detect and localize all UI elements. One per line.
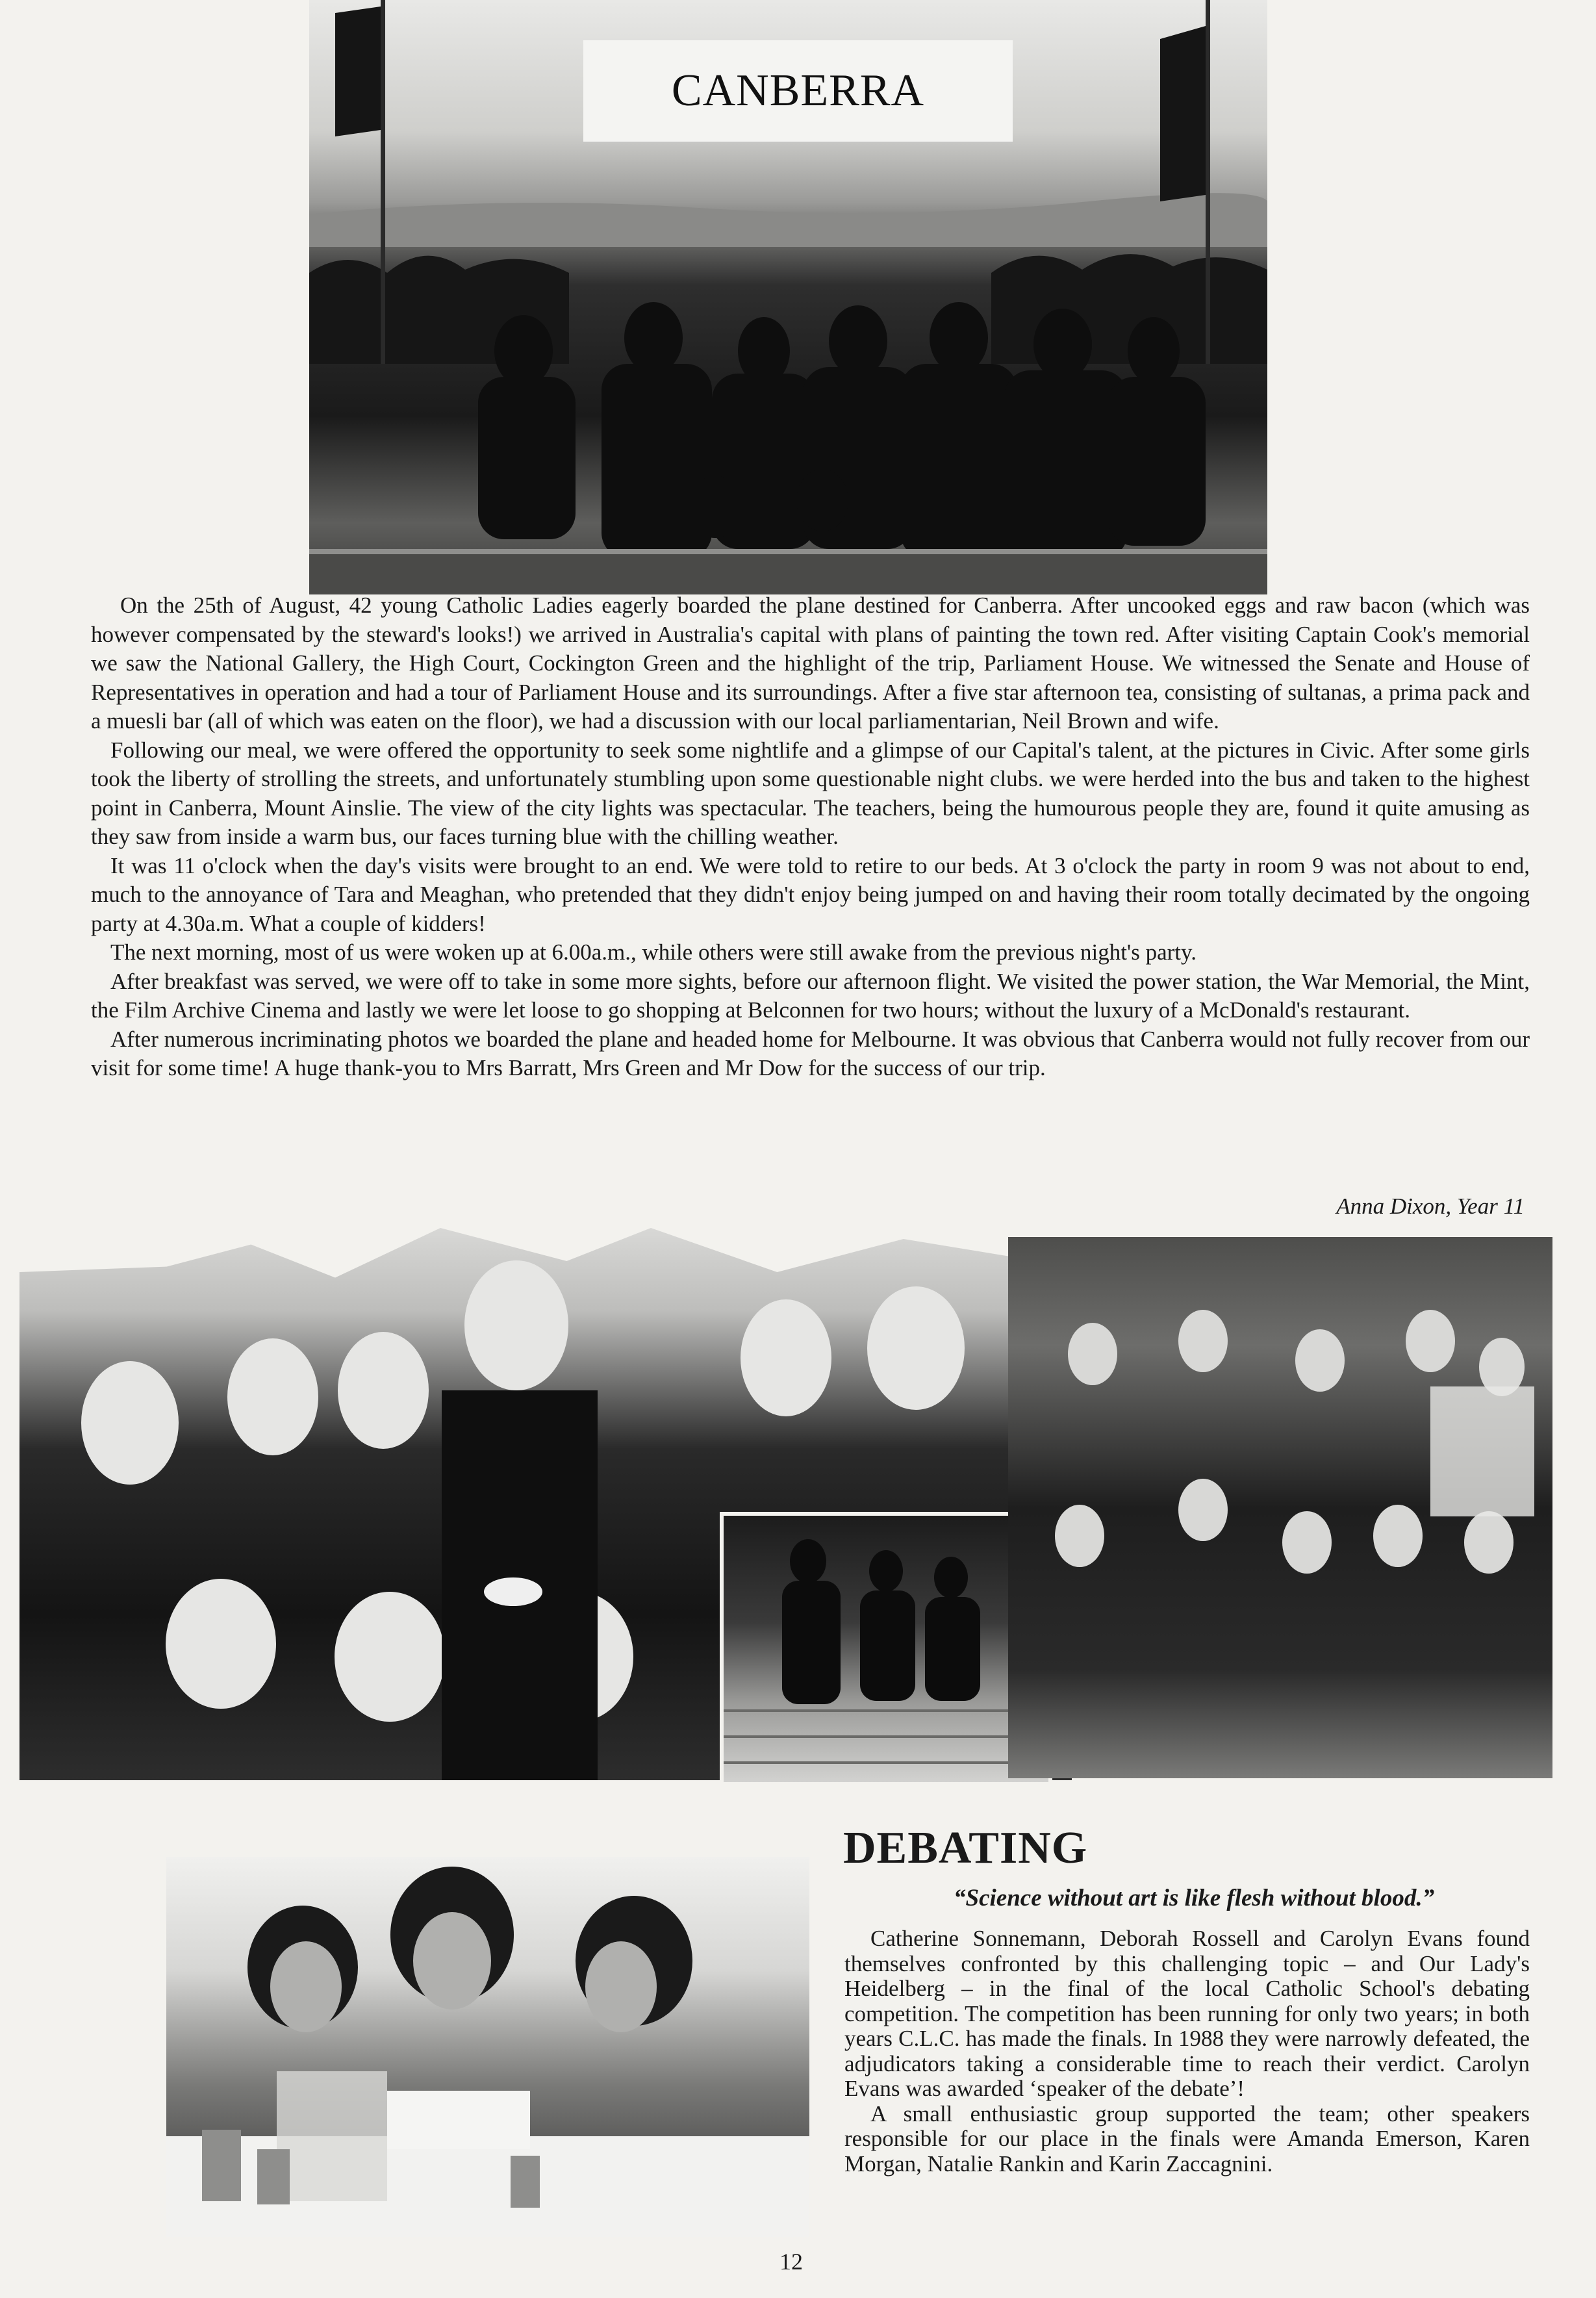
canberra-title-plate <box>583 40 1013 142</box>
canberra-article <box>91 591 1530 1083</box>
canberra-paragraph: On the 25th of August, 42 young Catholic Ladies eagerly boarded the plane destined for Canberra. After uncooked eggs and raw bacon (which was however compensated by the steward's looks!) we arrived in Australia's capital with plans of painting the town red. After visiting Captain Cook's memorial we saw the National Gallery, the High Court, Cockington Green and the highlight of the trip, Parliament House. We witnessed the Senate and House of Representatives in operation and had a tour of Parliament House and its surroundings. After a five star afternoon tea, consisting of sultanas, a prima pack and a muesli bar (all of which was eaten on the floor), we had a discussion with our local parliamentarian, Neil Brown and wife. <box>91 593 1530 734</box>
outdoors-photo-scene <box>1008 1237 1552 1778</box>
debating-title: DEBATING <box>843 1823 1088 1873</box>
debating-quote: “Science without art is like flesh without blood.” <box>954 1885 1435 1911</box>
steps-photo-scene <box>724 1516 1048 1782</box>
canberra-paragraph: It was 11 o'clock when the day's visits were brought to an end. We were told to retire to our beds. At 3 o'clock the party in room 9 was not about to end, much to the annoyance of Tara and Meaghan, who pretended that they didn't enjoy being jumped on and having their room totally decimated by the ongoing party at 4.30a.m. What a couple of kidders! <box>91 852 1530 936</box>
canberra-title: CANBERRA <box>671 66 925 116</box>
canberra-paragraph: After numerous incriminating photos we boarded the plane and headed home for Melbourne. It was obvious that Canberra would not fully recover from our visit for some time! A huge thank-you to Mrs Barratt, Mrs Green and Mr Dow for the success of our trip. <box>91 1026 1530 1080</box>
collage-photo-steps <box>720 1512 1052 1786</box>
canberra-signature: Anna Dixon, Year 11 <box>1336 1194 1525 1219</box>
page-number: 12 <box>779 2249 803 2275</box>
debating-paragraph: Catherine Sonnemann, Deborah Rossell and Carolyn Evans found themselves confronted by this challenging topic – and Our Lady's Heidelberg – in the final of the local Catholic School's debating competition. The competition has been running for only two years; in both years C.L.C. has made the finals. In 1988 they were narrowly defeated, the adjudicators taking a considerable time to reach their verdict. Carolyn Evans was awarded ‘speaker of the debate’! <box>844 1926 1530 2101</box>
canberra-paragraph: Following our meal, we were offered the opportunity to seek some nightlife and a glimpse of our Capital's talent, at the pictures in Civic. After some girls took the liberty of strolling the streets, and unfortunately stumbling upon some questionable night clubs. we were herded into the bus and taken to the highest point in Canberra, Mount Ainslie. The view of the city lights was spectacular. The teachers, being the humourous people they are, found it quite amusing as they saw from inside a warm bus, our faces turning blue with the chilling weather. <box>91 737 1530 849</box>
canberra-paragraph: The next morning, most of us were woken up at 6.00a.m., while others were still awake from the previous night's party. <box>110 939 1197 965</box>
debating-paragraph: A small enthusiastic group supported the team; other speakers responsible for our place in the finals were Amanda Emerson, Karen Morgan, Natalie Rankin and Karin Zaccagnini. <box>844 2100 1530 2177</box>
debating-photo-scene <box>166 1857 809 2237</box>
debating-photo <box>166 1857 809 2237</box>
canberra-paragraph: After breakfast was served, we were off to take in some more sights, before our afternoon flight. We visited the power station, the War Memorial, the Mint, the Film Archive Cinema and lastly we were let loose to go shopping at Belconnen for two hours; without the luxury of a McDonald's restaurant. <box>91 968 1530 1023</box>
collage-photo-group-outdoors <box>1008 1237 1552 1778</box>
debating-article <box>844 1926 1530 2177</box>
